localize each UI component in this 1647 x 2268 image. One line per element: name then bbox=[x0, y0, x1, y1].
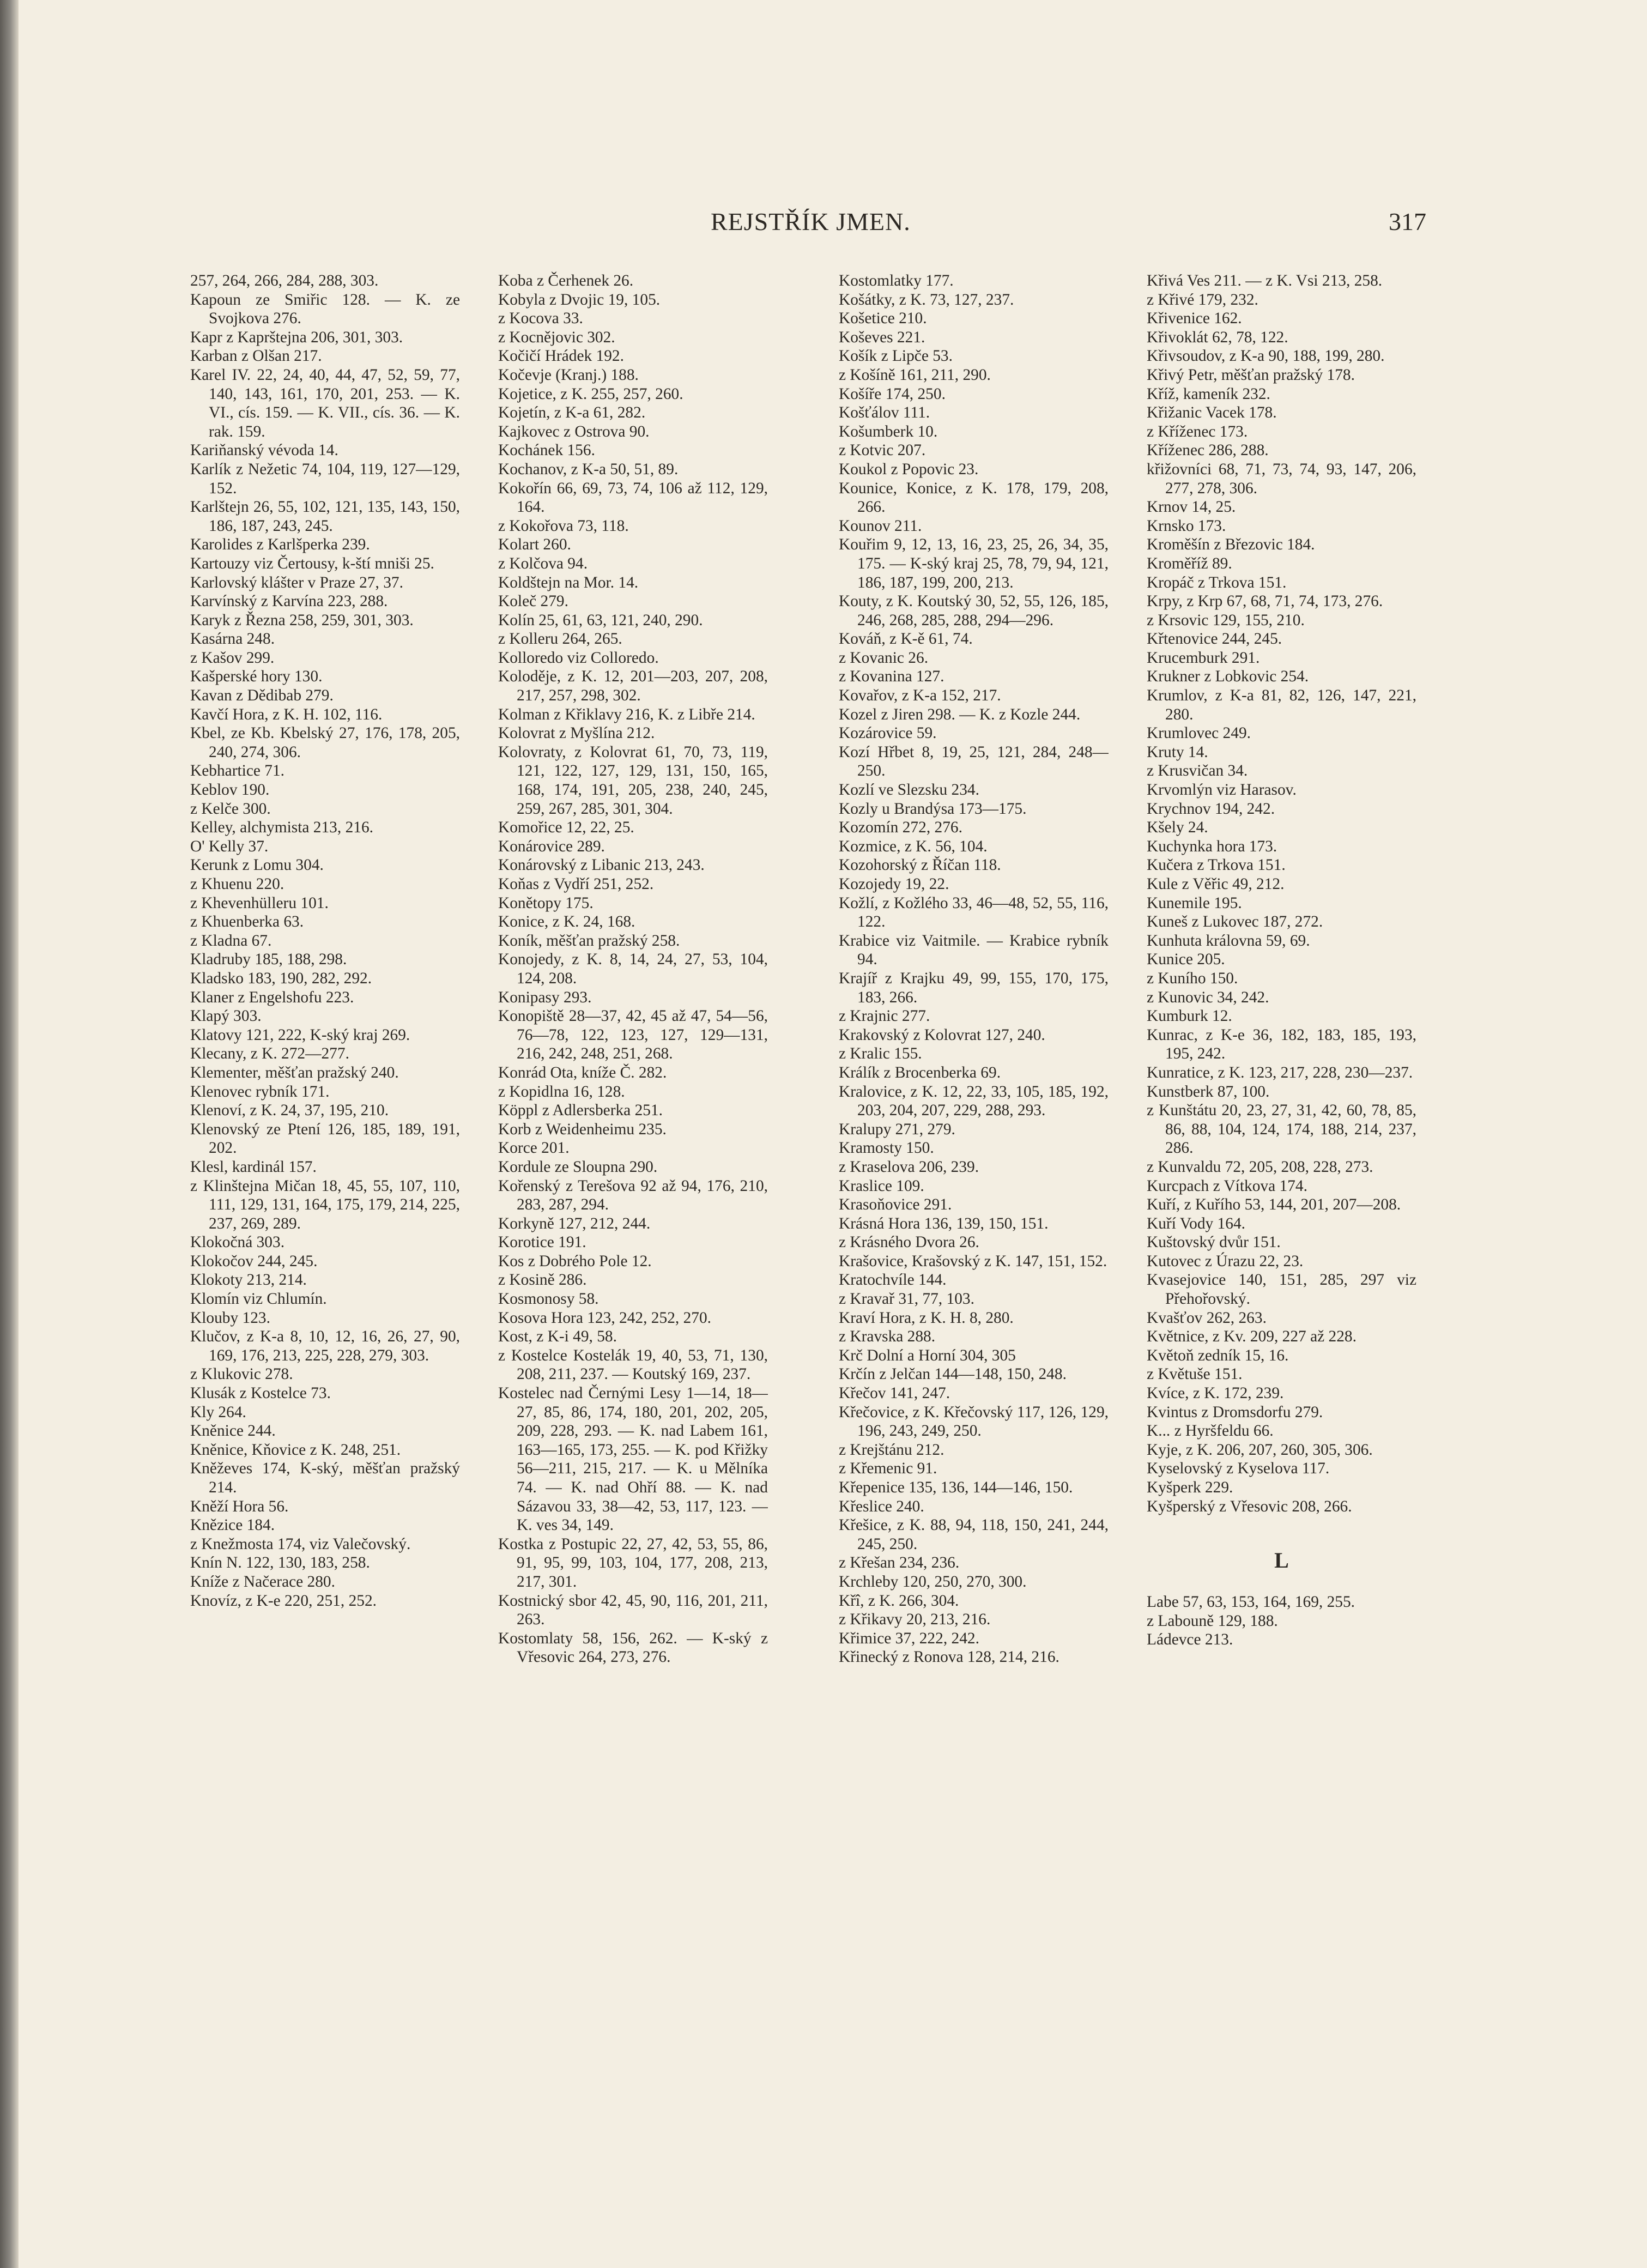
index-entry: Konojedy, z K. 8, 14, 24, 27, 53, 104, 124, 208. bbox=[498, 951, 768, 987]
index-entry: z Kosině 286. bbox=[498, 1271, 587, 1289]
index-entry: z Kuního 150. bbox=[1147, 969, 1238, 987]
index-entry: Kajkovec z Ostrova 90. bbox=[498, 422, 650, 440]
index-entry: Krumlov, z K-a 81, 82, 126, 147, 221, 280. bbox=[1147, 687, 1416, 723]
index-entry: z Kunovic 34, 242. bbox=[1147, 988, 1269, 1006]
index-entry: z Krejštánu 212. bbox=[839, 1441, 944, 1459]
index-entry: Krukner z Lobkovic 254. bbox=[1147, 668, 1309, 686]
index-entry: Karban z Olšan 217. bbox=[190, 347, 322, 365]
index-entry: Kerunk z Lomu 304. bbox=[190, 856, 324, 874]
index-entry: z Knežmosta 174, viz Valečovský. bbox=[190, 1535, 411, 1553]
index-entry: Kunemile 195. bbox=[1147, 894, 1242, 912]
index-entry: Krpy, z Krp 67, 68, 71, 74, 173, 276. bbox=[1147, 592, 1383, 610]
index-entry: Křivsoudov, z K-a 90, 188, 199, 280. bbox=[1147, 347, 1385, 365]
index-entry: Křî, z K. 266, 304. bbox=[839, 1592, 959, 1610]
index-entry: Krvomlýn viz Harasov. bbox=[1147, 781, 1297, 799]
index-entry: Kunstberk 87, 100. bbox=[1147, 1082, 1270, 1100]
index-entry: z Khevenhülleru 101. bbox=[190, 894, 329, 912]
index-entry: Kroměříž 89. bbox=[1147, 554, 1232, 572]
index-entry: z Kocnějovic 302. bbox=[498, 328, 615, 346]
index-entry: z Křemenic 91. bbox=[839, 1460, 937, 1478]
index-entry: Kněnice, Kňovice z K. 248, 251. bbox=[190, 1441, 401, 1459]
index-entry: z Kravska 288. bbox=[839, 1328, 936, 1346]
index-entry: Kos z Dobrého Pole 12. bbox=[498, 1252, 652, 1270]
index-entry: Kněží Hora 56. bbox=[190, 1497, 289, 1515]
index-entry: Kolovrat z Myšlína 212. bbox=[498, 724, 655, 742]
index-entry: Koloděje, z K. 12, 201—203, 207, 208, 217, 257, 298, 302. bbox=[498, 668, 768, 705]
page-header bbox=[19, 207, 1647, 245]
index-entry: Kováň, z K-ě 61, 74. bbox=[839, 630, 973, 648]
index-entry: Kučera z Trkova 151. bbox=[1147, 856, 1286, 874]
index-entry: Krchleby 120, 250, 270, 300. bbox=[839, 1573, 1027, 1590]
index-entry: Klokočná 303. bbox=[190, 1233, 285, 1251]
index-entry: z Kolčova 94. bbox=[498, 554, 588, 572]
index-entry: Kumburk 12. bbox=[1147, 1007, 1232, 1025]
index-entry: Kyšperk 229. bbox=[1147, 1479, 1233, 1496]
index-entry: Kapr z Kaprštejna 206, 301, 303. bbox=[190, 328, 403, 346]
index-entry: Kočevje (Kranj.) 188. bbox=[498, 366, 639, 384]
index-entry: Krnsko 173. bbox=[1147, 517, 1226, 535]
index-entry: Kuneš z Lukovec 187, 272. bbox=[1147, 913, 1323, 931]
index-entry: Kvintus z Dromsdorfu 279. bbox=[1147, 1403, 1323, 1421]
index-entry: Kuštovský dvůr 151. bbox=[1147, 1233, 1281, 1251]
index-entry: Klesl, kardinál 157. bbox=[190, 1158, 317, 1176]
index-entry: z Kašov 299. bbox=[190, 649, 275, 667]
index-entry: Kunhuta královna 59, 69. bbox=[1147, 932, 1310, 949]
index-entry: Koleč 279. bbox=[498, 592, 568, 610]
index-entry: Kartouzy viz Čertousy, k-ští mniši 25. bbox=[190, 554, 434, 572]
index-entry: Klokoty 213, 214. bbox=[190, 1271, 307, 1289]
index-entry: Kost, z K-i 49, 58. bbox=[498, 1328, 617, 1346]
index-entry: z Kocova 33. bbox=[498, 310, 583, 328]
index-entry: Kutovec z Úrazu 22, 23. bbox=[1147, 1252, 1304, 1270]
index-entry: Kapoun ze Smiřic 128. — K. ze Svojkova 276. bbox=[190, 291, 460, 328]
index-entry: Korce 201. bbox=[498, 1139, 570, 1157]
index-entry: Koldštejn na Mor. 14. bbox=[498, 573, 639, 591]
index-entry: Knín N. 122, 130, 183, 258. bbox=[190, 1554, 370, 1572]
index-entry: z Křivé 179, 232. bbox=[1147, 291, 1258, 309]
index-entry: 257, 264, 266, 284, 288, 303. bbox=[190, 272, 379, 289]
index-column-2 bbox=[498, 271, 768, 1988]
index-entry: Kochanov, z K-a 50, 51, 89. bbox=[498, 460, 679, 478]
index-entry: z Klinštejna Mičan 18, 45, 55, 107, 110, 111, 129, 131, 164, 175, 179, 214, 225, 237, 269, 289. bbox=[190, 1177, 460, 1232]
index-entry: Kvašťov 262, 263. bbox=[1147, 1309, 1267, 1327]
index-entry: Kříženec 286, 288. bbox=[1147, 441, 1269, 459]
index-entry: Kašperské hory 130. bbox=[190, 668, 323, 686]
index-entry: Krajíř z Krajku 49, 99, 155, 170, 175, 183, 266. bbox=[839, 969, 1109, 1006]
index-entry: z Kraselova 206, 239. bbox=[839, 1158, 979, 1176]
index-entry: Kozárovice 59. bbox=[839, 724, 937, 742]
index-entry: Korotice 191. bbox=[498, 1233, 586, 1251]
index-entry: Králík z Brocenberka 69. bbox=[839, 1063, 1001, 1081]
index-entry: Krabice viz Vaitmile. — Krabice rybník 94. bbox=[839, 932, 1109, 969]
index-entry: Kostelec nad Černými Lesy 1—14, 18—27, 85, 86, 174, 180, 201, 202, 205, 209, 228, 293. — K. nad Labem 161, 163—165, 173, 255. — K. pod Křižky 56—211, 215, 217. — K. u Mělníka 74. — K. nad Ohří 88. — K. nad Sázavou 33, 38—42, 53, 117, 123. — K. ves 34, 149. bbox=[498, 1384, 768, 1534]
index-entry: Kordule ze Sloupna 290. bbox=[498, 1158, 658, 1176]
index-entry: Kbel, ze Kb. Kbelský 27, 176, 178, 205, 240, 274, 306. bbox=[190, 724, 460, 761]
index-entry: Kolart 260. bbox=[498, 536, 571, 554]
index-entry: Konice, z K. 24, 168. bbox=[498, 913, 635, 931]
index-entry: Kouřim 9, 12, 13, 16, 23, 25, 26, 34, 35, 175. — K-ský kraj 25, 78, 79, 94, 121, 186, 187, 199, 200, 213. bbox=[839, 536, 1109, 591]
index-entry: z Krajnic 277. bbox=[839, 1007, 930, 1025]
index-entry: Kříž, kameník 232. bbox=[1147, 385, 1270, 403]
index-entry: Koukol z Popovic 23. bbox=[839, 460, 979, 478]
index-entry: Klouby 123. bbox=[190, 1309, 270, 1327]
index-entry: z Květuše 151. bbox=[1147, 1365, 1243, 1383]
index-entry: Kolman z Křiklavy 216, K. z Libře 214. bbox=[498, 705, 755, 723]
index-entry: Kostnický sbor 42, 45, 90, 116, 201, 211, 263. bbox=[498, 1592, 768, 1629]
index-entry: Košumberk 10. bbox=[839, 422, 938, 440]
index-entry: Kunratice, z K. 123, 217, 228, 230—237. bbox=[1147, 1063, 1413, 1081]
index-entry: Klatovy 121, 222, K-ský kraj 269. bbox=[190, 1026, 410, 1044]
index-entry: z Kovanic 26. bbox=[839, 649, 929, 667]
book-binding-shadow bbox=[0, 0, 19, 2268]
index-entry: Kojetín, z K-a 61, 282. bbox=[498, 404, 646, 422]
index-entry: Křečovice, z K. Křečovský 117, 126, 129, 196, 243, 249, 250. bbox=[839, 1403, 1109, 1440]
index-entry: z Košíně 161, 211, 290. bbox=[839, 366, 991, 384]
index-column-3 bbox=[839, 271, 1109, 1988]
index-entry: Křivá Ves 211. — z K. Vsi 213, 258. bbox=[1147, 272, 1383, 289]
index-entry: Konárovský z Libanic 213, 243. bbox=[498, 856, 705, 874]
index-entry: z Klukovic 278. bbox=[190, 1365, 293, 1383]
index-entry: K... z Hyršfeldu 66. bbox=[1147, 1422, 1274, 1440]
index-entry: Komořice 12, 22, 25. bbox=[498, 819, 634, 837]
index-entry: Kavčí Hora, z K. H. 102, 116. bbox=[190, 705, 383, 723]
index-entry: Konipasy 293. bbox=[498, 988, 592, 1006]
index-entry: Kralovice, z K. 12, 22, 33, 105, 185, 192, 203, 204, 207, 229, 288, 293. bbox=[839, 1082, 1109, 1120]
index-entry: z Kolleru 264, 265. bbox=[498, 630, 622, 648]
index-entry: Kolovraty, z Kolovrat 61, 70, 73, 119, 121, 122, 127, 129, 131, 150, 165, 168, 174, 191, 205, 238, 240, 245, 259, 267, 285, 301, 304. bbox=[498, 743, 768, 818]
index-entry: Kunice 205. bbox=[1147, 951, 1225, 969]
index-entry: Kladruby 185, 188, 298. bbox=[190, 951, 347, 969]
index-entry: Kelley, alchymista 213, 216. bbox=[190, 819, 374, 837]
index-entry: Koševes 221. bbox=[839, 328, 925, 346]
index-entry: Křešice, z K. 88, 94, 118, 150, 241, 244, 245, 250. bbox=[839, 1516, 1109, 1553]
index-entry: Kvíce, z K. 172, 239. bbox=[1147, 1384, 1284, 1402]
index-entry: z Kostelce Kostelák 19, 40, 53, 71, 130, 208, 211, 237. — Koutský 169, 237. bbox=[498, 1346, 768, 1383]
index-entry: Krychnov 194, 242. bbox=[1147, 800, 1275, 818]
index-entry: Kroměšín z Březovic 184. bbox=[1147, 536, 1315, 554]
index-entry: Korb z Weidenheimu 235. bbox=[498, 1120, 667, 1138]
index-entry: Kounov 211. bbox=[839, 517, 922, 535]
index-entry: Krašovice, Krašovský z K. 147, 151, 152. bbox=[839, 1252, 1107, 1270]
index-entry: Karyk z Řezna 258, 259, 301, 303. bbox=[190, 611, 414, 629]
index-entry: Kruty 14. bbox=[1147, 743, 1208, 761]
index-entry: Křižanic Vacek 178. bbox=[1147, 404, 1277, 422]
index-entry: z Kralic 155. bbox=[839, 1045, 922, 1063]
index-entry: Květnice, z Kv. 209, 227 až 228. bbox=[1147, 1328, 1357, 1346]
index-entry: Košetice 210. bbox=[839, 310, 927, 328]
index-entry: Kočičí Hrádek 192. bbox=[498, 347, 624, 365]
index-entry: z Kravař 31, 77, 103. bbox=[839, 1290, 974, 1308]
index-entry: Kšely 24. bbox=[1147, 819, 1208, 837]
index-entry: z Kovanina 127. bbox=[839, 668, 944, 686]
index-entry: Klecany, z K. 272—277. bbox=[190, 1045, 349, 1063]
index-entry: Kavan z Dědibab 279. bbox=[190, 687, 334, 705]
index-entry: Kurcpach z Vítkova 174. bbox=[1147, 1177, 1307, 1195]
index-entry: Krumlovec 249. bbox=[1147, 724, 1251, 742]
index-column-4 bbox=[1147, 271, 1416, 1988]
index-entry: z Kokořova 73, 118. bbox=[498, 517, 629, 535]
index-entry: Kozojedy 19, 22. bbox=[839, 875, 949, 893]
index-entry: Kněževes 174, K-ský, měšťan pražský 214. bbox=[190, 1460, 460, 1496]
index-entry: Kule z Věřic 49, 212. bbox=[1147, 875, 1285, 893]
index-entry: Ládevce 213. bbox=[1147, 1631, 1233, 1649]
index-entry: Klokočov 244, 245. bbox=[190, 1252, 318, 1270]
index-entry: Kozomín 272, 276. bbox=[839, 819, 962, 837]
index-entry: Kojetice, z K. 255, 257, 260. bbox=[498, 385, 683, 403]
index-entry: Koňas z Vydří 251, 252. bbox=[498, 875, 654, 893]
index-entry: Košťálov 111. bbox=[839, 404, 930, 422]
index-entry: Křeslice 240. bbox=[839, 1497, 924, 1515]
index-entry: Kraslice 109. bbox=[839, 1177, 924, 1195]
index-entry: Kunrac, z K-e 36, 182, 183, 185, 193, 195, 242. bbox=[1147, 1026, 1416, 1063]
index-entry: Kozel z Jiren 298. — K. z Kozle 244. bbox=[839, 705, 1081, 723]
index-entry: Köppl z Adlersberka 251. bbox=[498, 1102, 663, 1120]
index-entry: Karel IV. 22, 24, 40, 44, 47, 52, 59, 77, 140, 143, 161, 170, 201, 253. — K. VI., cís. 159. — K. VII., cís. 36. — K. rak. 159. bbox=[190, 366, 460, 440]
index-entry: Kostomlatky 177. bbox=[839, 272, 954, 289]
index-entry: Kostomlaty 58, 156, 262. — K-ský z Vřesovic 264, 273, 276. bbox=[498, 1629, 768, 1666]
index-entry: Květoň zedník 15, 16. bbox=[1147, 1346, 1289, 1364]
index-entry: Klenoví, z K. 24, 37, 195, 210. bbox=[190, 1102, 389, 1120]
index-entry: Klementer, měšťan pražský 240. bbox=[190, 1063, 399, 1081]
index-entry: Kralupy 271, 279. bbox=[839, 1120, 955, 1138]
index-entry: Knězice 184. bbox=[190, 1516, 275, 1534]
index-entry: z Labouně 129, 188. bbox=[1147, 1612, 1278, 1630]
index-entry: Karlštejn 26, 55, 102, 121, 135, 143, 150, 186, 187, 243, 245. bbox=[190, 498, 460, 535]
index-entry: Klenovský ze Ptení 126, 185, 189, 191, 202. bbox=[190, 1120, 460, 1157]
index-entry: Kochánek 156. bbox=[498, 441, 595, 459]
index-entry: Koník, měšťan pražský 258. bbox=[498, 932, 680, 949]
index-entry: Knovíz, z K-e 220, 251, 252. bbox=[190, 1592, 377, 1610]
index-entry: z Krusvičan 34. bbox=[1147, 762, 1248, 780]
index-entry: Konárovice 289. bbox=[498, 837, 605, 855]
index-entry: z Krásného Dvora 26. bbox=[839, 1233, 979, 1251]
index-entry: Konrád Ota, kníže Č. 282. bbox=[498, 1063, 667, 1081]
page-number: 317 bbox=[1389, 208, 1426, 235]
index-entry: Kramosty 150. bbox=[839, 1139, 934, 1157]
index-entry: Kolloredo viz Colloredo. bbox=[498, 649, 659, 667]
index-entry: Křečov 141, 247. bbox=[839, 1384, 950, 1402]
index-entry: Kuchynka hora 173. bbox=[1147, 837, 1277, 855]
index-entry: Košíře 174, 250. bbox=[839, 385, 946, 403]
index-entry: z Křikavy 20, 213, 216. bbox=[839, 1611, 991, 1629]
index-entry: Kuří, z Kuřího 53, 144, 201, 207—208. bbox=[1147, 1196, 1401, 1214]
index-entry: Klapý 303. bbox=[190, 1007, 262, 1025]
index-entry: Kebhartice 71. bbox=[190, 762, 285, 780]
index-entry: Karlík z Nežetic 74, 104, 119, 127—129, 152. bbox=[190, 460, 460, 497]
index-entry: z Krsovic 129, 155, 210. bbox=[1147, 611, 1305, 629]
index-entry: Kníže z Načerace 280. bbox=[190, 1573, 335, 1590]
index-entry: Koba z Čerhenek 26. bbox=[498, 272, 634, 289]
index-entry: Krasoňovice 291. bbox=[839, 1196, 952, 1214]
index-entry: Konopiště 28—37, 42, 45 až 47, 54—56, 76—78, 122, 123, 127, 129—131, 216, 242, 248, 251, 268. bbox=[498, 1007, 768, 1063]
index-entry: z Kopidlna 16, 128. bbox=[498, 1082, 625, 1100]
index-entry: Křivý Petr, měšťan pražský 178. bbox=[1147, 366, 1355, 384]
index-entry: Klomín viz Chlumín. bbox=[190, 1290, 327, 1308]
index-entry: Křimice 37, 222, 242. bbox=[839, 1629, 979, 1647]
index-entry: Krucemburk 291. bbox=[1147, 649, 1260, 667]
index-entry: Kyšperský z Vřesovic 208, 266. bbox=[1147, 1497, 1352, 1515]
index-entry: z Kotvic 207. bbox=[839, 441, 926, 459]
index-entry: Kuří Vody 164. bbox=[1147, 1214, 1245, 1232]
index-entry: Klenovec rybník 171. bbox=[190, 1082, 330, 1100]
index-entry: Kozlí ve Slezsku 234. bbox=[839, 781, 979, 799]
index-entry: Klučov, z K-a 8, 10, 12, 16, 26, 27, 90, 169, 176, 213, 225, 228, 279, 303. bbox=[190, 1328, 460, 1364]
index-entry: Karvínský z Karvína 223, 288. bbox=[190, 592, 388, 610]
index-entry: Křivoklát 62, 78, 122. bbox=[1147, 328, 1288, 346]
index-entry: křižovníci 68, 71, 73, 74, 93, 147, 206, 277, 278, 306. bbox=[1147, 460, 1416, 497]
index-entry: Kropáč z Trkova 151. bbox=[1147, 573, 1287, 591]
index-entry: Křivenice 162. bbox=[1147, 310, 1242, 328]
index-entry: Kozí Hřbet 8, 19, 25, 121, 284, 248—250. bbox=[839, 743, 1109, 780]
index-entry: z Kelče 300. bbox=[190, 800, 271, 818]
index-entry: Kozly u Brandýsa 173—175. bbox=[839, 800, 1027, 818]
index-entry: Kvasejovice 140, 151, 285, 297 viz Přehořovský. bbox=[1147, 1271, 1416, 1308]
index-entry: Křepenice 135, 136, 144—146, 150. bbox=[839, 1479, 1073, 1496]
index-entry: Kly 264. bbox=[190, 1403, 246, 1421]
index-entry: Křinecký z Ronova 128, 214, 216. bbox=[839, 1648, 1059, 1666]
index-entry: Kosmonosy 58. bbox=[498, 1290, 599, 1308]
index-entry: z Kříženec 173. bbox=[1147, 422, 1248, 440]
index-entry: Kratochvíle 144. bbox=[839, 1271, 947, 1289]
index-entry: Kosova Hora 123, 242, 252, 270. bbox=[498, 1309, 712, 1327]
index-entry: Kozmice, z K. 56, 104. bbox=[839, 837, 988, 855]
index-entry: Křtenovice 244, 245. bbox=[1147, 630, 1282, 648]
index-entry: Kozohorský z Říčan 118. bbox=[839, 856, 1001, 874]
index-entry: Kolín 25, 61, 63, 121, 240, 290. bbox=[498, 611, 703, 629]
index-entry: Krnov 14, 25. bbox=[1147, 498, 1236, 516]
index-entry: Krakovský z Kolovrat 127, 240. bbox=[839, 1026, 1045, 1044]
section-letter-heading: L bbox=[1274, 1548, 1289, 1573]
index-entry: Krásná Hora 136, 139, 150, 151. bbox=[839, 1214, 1049, 1232]
index-entry: z Khuenu 220. bbox=[190, 875, 284, 893]
index-entry: z Khuenberka 63. bbox=[190, 913, 304, 931]
index-entry: O' Kelly 37. bbox=[190, 837, 269, 855]
index-entry: Kožlí, z Kožlého 33, 46—48, 52, 55, 116, 122. bbox=[839, 894, 1109, 931]
index-entry: Klusák z Kostelce 73. bbox=[190, 1384, 331, 1402]
index-entry: Kasárna 248. bbox=[190, 630, 275, 648]
index-entry: Košík z Lipče 53. bbox=[839, 347, 953, 365]
running-title: REJSTŘÍK JMEN. bbox=[711, 208, 911, 235]
index-entry: Kostka z Postupic 22, 27, 42, 53, 55, 86, 91, 95, 99, 103, 104, 177, 208, 213, 217, 301. bbox=[498, 1535, 768, 1590]
index-column-1 bbox=[190, 271, 460, 1988]
book-page bbox=[19, 0, 1647, 2268]
index-entry: Kyselovský z Kyselova 117. bbox=[1147, 1460, 1330, 1478]
index-entry: Kobyla z Dvojic 19, 105. bbox=[498, 291, 661, 309]
index-entry: Kokořín 66, 69, 73, 74, 106 až 112, 129, 164. bbox=[498, 479, 768, 516]
index-entry: Kovařov, z K-a 152, 217. bbox=[839, 687, 1001, 705]
index-entry: Kyje, z K. 206, 207, 260, 305, 306. bbox=[1147, 1441, 1373, 1459]
index-entry: Kariňanský vévoda 14. bbox=[190, 441, 338, 459]
index-entry: z Kunštátu 20, 23, 27, 31, 42, 60, 78, 85, 86, 88, 104, 124, 174, 188, 214, 237, 286. bbox=[1147, 1102, 1416, 1157]
index-entry: Keblov 190. bbox=[190, 781, 270, 799]
index-entry: Klaner z Engelshofu 223. bbox=[190, 988, 354, 1006]
index-entry: Konětopy 175. bbox=[498, 894, 594, 912]
index-entry: z Kunvaldu 72, 205, 208, 228, 273. bbox=[1147, 1158, 1373, 1176]
index-entry: Krč Dolní a Horní 304, 305 bbox=[839, 1346, 1016, 1364]
index-entry: Krčín z Jelčan 144—148, 150, 248. bbox=[839, 1365, 1067, 1383]
index-entry: z Křešan 234, 236. bbox=[839, 1554, 960, 1572]
index-entry: Korkyně 127, 212, 244. bbox=[498, 1214, 651, 1232]
index-entry: Kněnice 244. bbox=[190, 1422, 276, 1440]
index-entry: Kladsko 183, 190, 282, 292. bbox=[190, 969, 372, 987]
index-entry: Labe 57, 63, 153, 164, 169, 255. bbox=[1147, 1593, 1355, 1611]
index-entry: Kořenský z Terešova 92 až 94, 176, 210, 283, 287, 294. bbox=[498, 1177, 768, 1214]
index-entry: z Kladna 67. bbox=[190, 932, 272, 949]
index-entry: Karolides z Karlšperka 239. bbox=[190, 536, 370, 554]
index-entry: Kounice, Konice, z K. 178, 179, 208, 266. bbox=[839, 479, 1109, 516]
index-entry: Kouty, z K. Koutský 30, 52, 55, 126, 185, 246, 268, 285, 288, 294—296. bbox=[839, 592, 1109, 629]
index-entry: Košátky, z K. 73, 127, 237. bbox=[839, 291, 1014, 309]
index-entry: Karlovský klášter v Praze 27, 37. bbox=[190, 573, 403, 591]
index-entry: Kraví Hora, z K. H. 8, 280. bbox=[839, 1309, 1014, 1327]
